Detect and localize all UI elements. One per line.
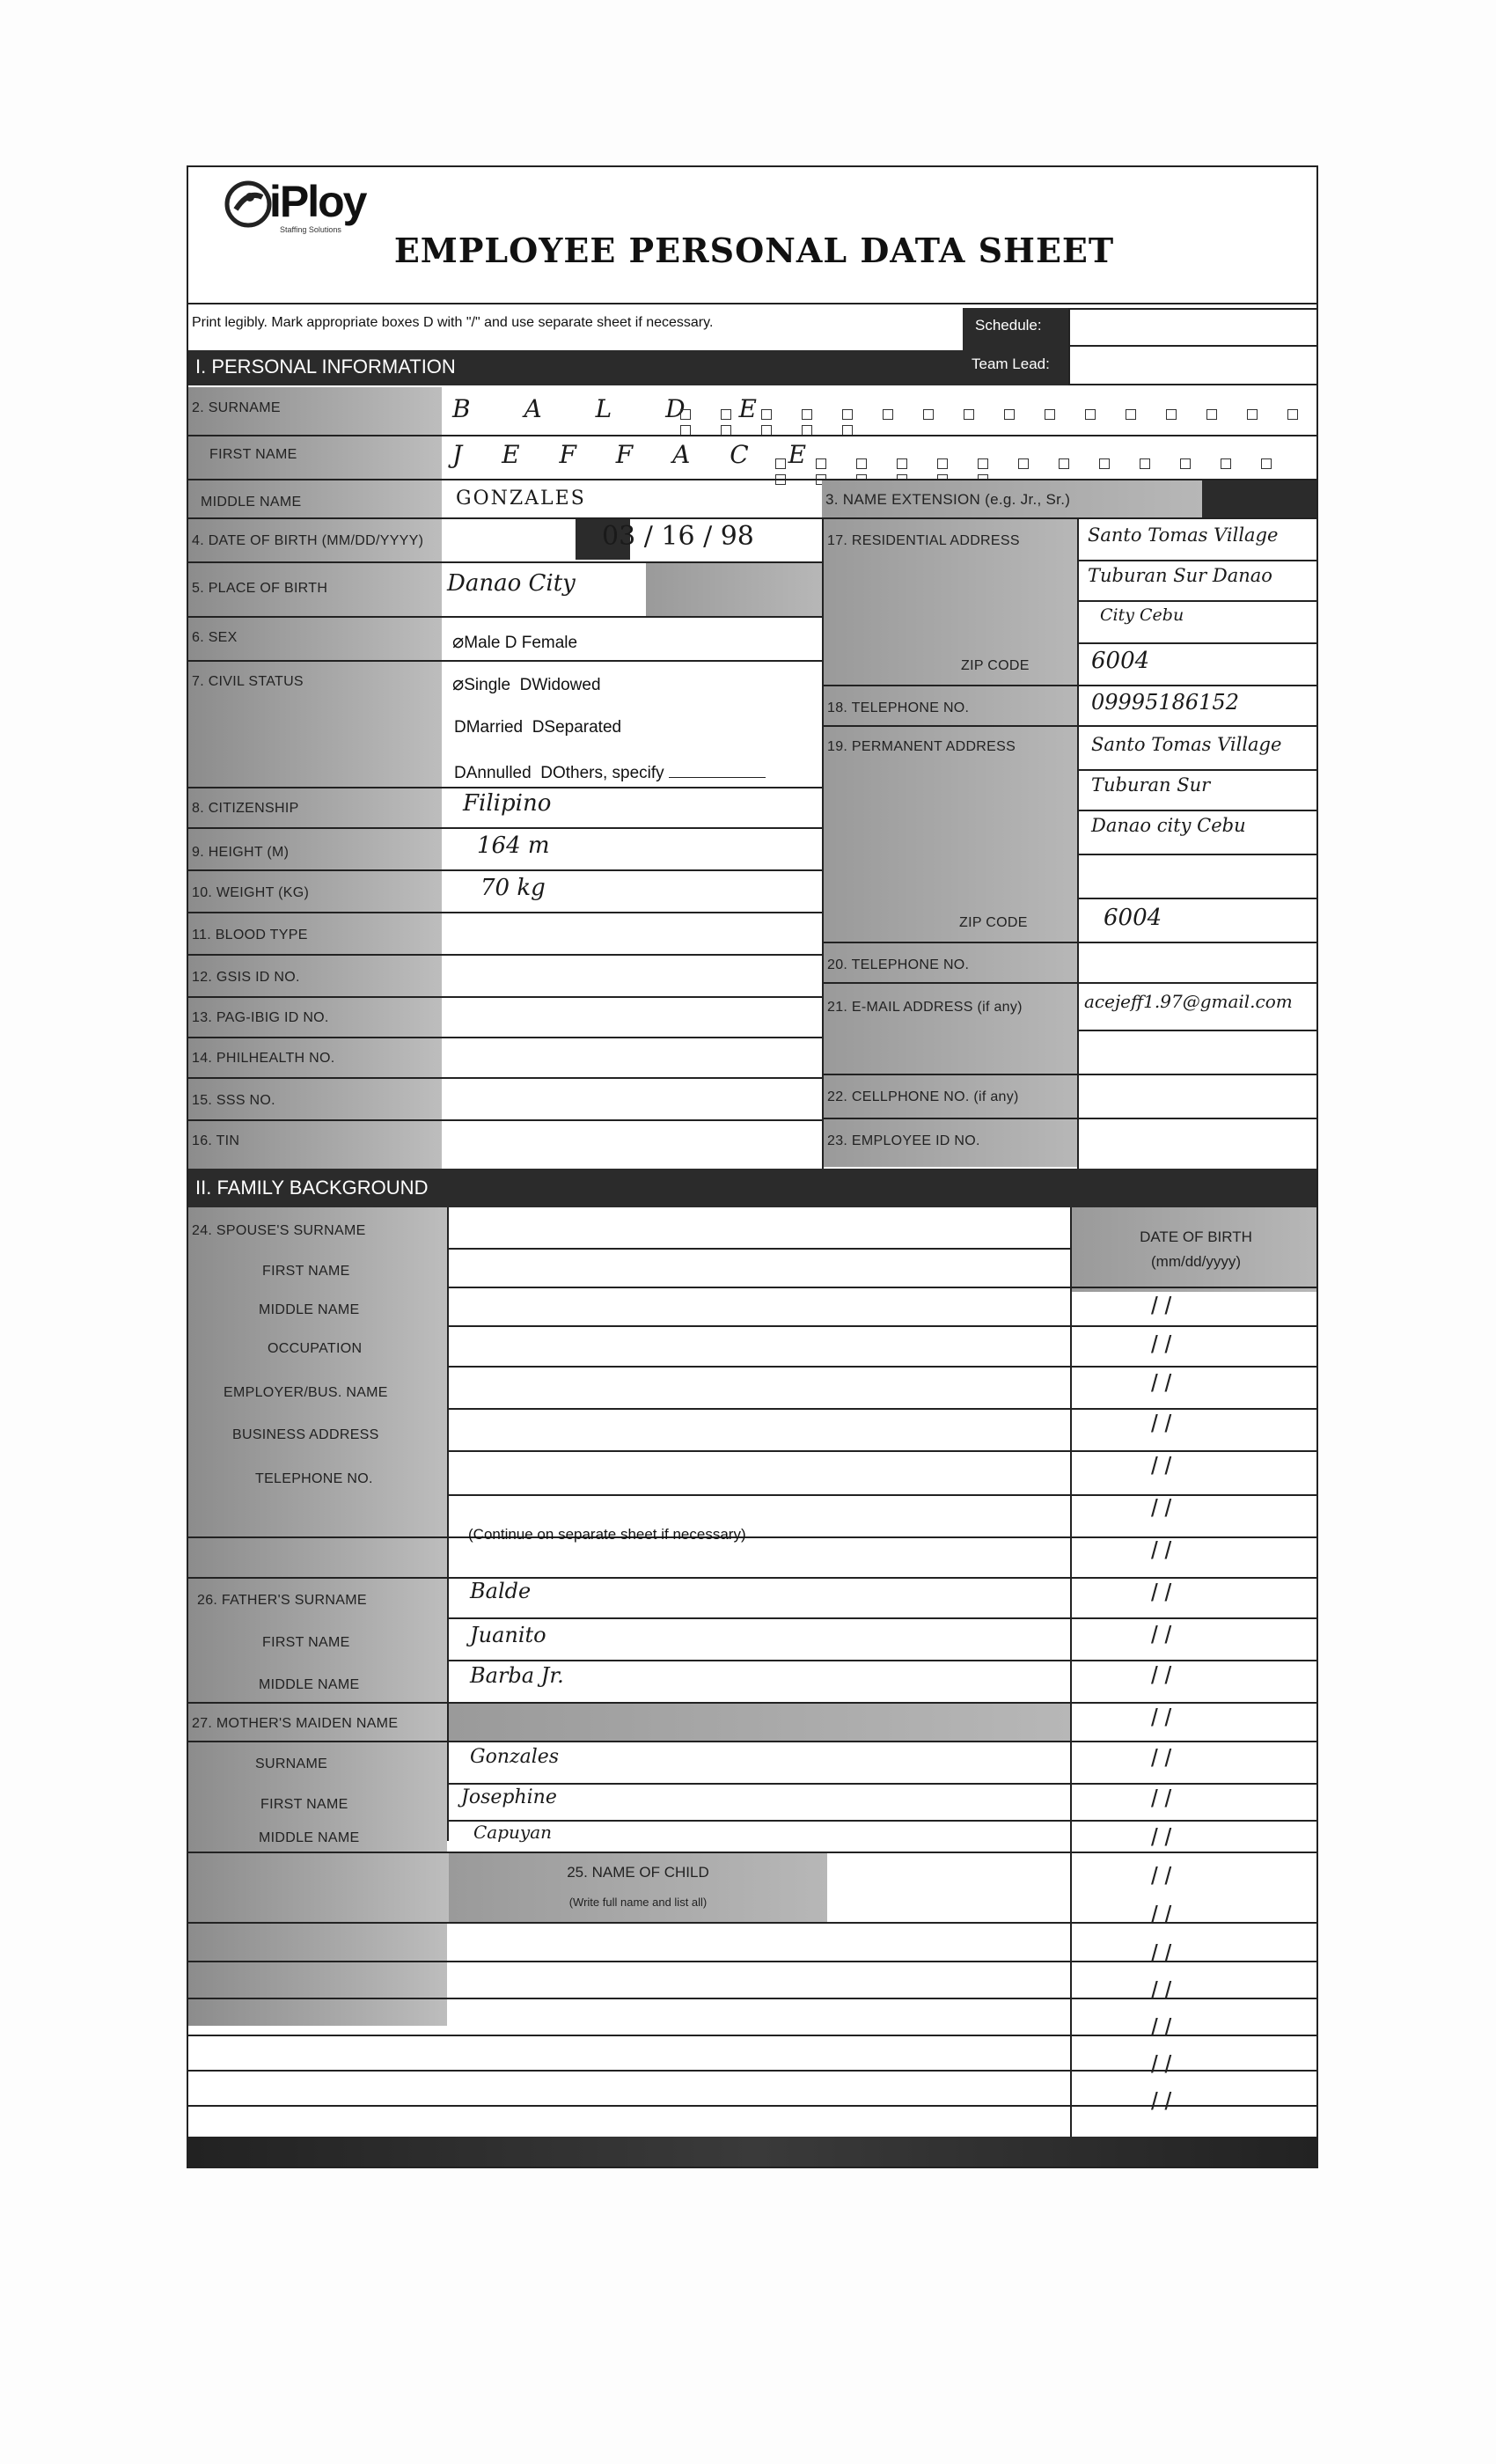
civil-status-label: 7. CIVIL STATUS: [192, 674, 304, 689]
permanent-zip-label: ZIP CODE: [959, 915, 1028, 930]
dob-slash[interactable]: / /: [1151, 1862, 1172, 1889]
dob-slash[interactable]: / /: [1151, 1823, 1172, 1851]
civil-married-option[interactable]: DMarried: [454, 718, 524, 737]
permanent-address-label: 19. PERMANENT ADDRESS: [827, 739, 1016, 754]
dob-header-format: (mm/dd/yyyy): [1151, 1253, 1241, 1270]
dob-value: 03 / 16 / 98: [602, 521, 754, 552]
residential-address-line-1: Santo Tomas Village: [1088, 524, 1279, 546]
residential-address-line-3: City Cebu: [1100, 605, 1184, 625]
spouse-telephone-label: TELEPHONE NO.: [255, 1471, 373, 1486]
employer-label: EMPLOYER/BUS. NAME: [224, 1385, 388, 1400]
dob-slash[interactable]: / /: [1151, 2050, 1172, 2078]
dob-slash[interactable]: / /: [1151, 1785, 1172, 1812]
dob-column-header: [1072, 1207, 1318, 1292]
dob-slash[interactable]: / /: [1151, 1940, 1172, 1967]
height-value: 164 m: [477, 832, 550, 859]
dob-slash[interactable]: / /: [1151, 1536, 1172, 1564]
dob-slash[interactable]: / /: [1151, 1661, 1172, 1689]
name-extension-label-cell: [822, 480, 1202, 517]
mother-surname-value: Gonzales: [470, 1746, 560, 1768]
permanent-zip-value: 6004: [1104, 905, 1162, 931]
father-middle-name-value: Barba Jr.: [470, 1663, 564, 1688]
father-first-name-value: Juanito: [470, 1623, 546, 1647]
middle-name-value: GONZALES: [456, 488, 586, 510]
civil-others-option[interactable]: DOthers, specify: [540, 764, 664, 782]
continue-note: (Continue on separate sheet if necessary): [468, 1526, 746, 1543]
schedule-label-block: [963, 308, 1068, 385]
dob-slash[interactable]: / /: [1151, 1579, 1172, 1606]
philhealth-label: 14. PHILHEALTH NO.: [192, 1051, 335, 1066]
dob-slash[interactable]: / /: [1151, 1901, 1172, 1928]
dob-header-title: DATE OF BIRTH: [1140, 1228, 1252, 1245]
dob-slash[interactable]: / /: [1151, 1744, 1172, 1771]
mother-middle-name-value: Capuyan: [473, 1822, 553, 1843]
cellphone-label: 22. CELLPHONE NO. (if any): [827, 1089, 1019, 1104]
dob-slash[interactable]: / /: [1151, 1621, 1172, 1648]
tin-label: 16. TIN: [192, 1133, 240, 1148]
dob-slash-column: [1072, 1292, 1318, 2137]
email-value: acejeff1.97@gmail.com: [1084, 991, 1293, 1012]
right-label-column: [824, 519, 1077, 1167]
child-name-label: 25. NAME OF CHILD: [567, 1864, 709, 1881]
spouse-first-name-label: FIRST NAME: [262, 1264, 350, 1279]
spouse-surname-label: 24. SPOUSE'S SURNAME: [192, 1223, 366, 1238]
permanent-telephone-label: 20. TELEPHONE NO.: [827, 957, 970, 972]
civil-status-row-3[interactable]: [454, 764, 766, 783]
dob-label: 4. DATE OF BIRTH (MM/DD/YYYY): [192, 533, 424, 548]
civil-annulled-option[interactable]: DAnnulled: [454, 764, 532, 782]
mother-header-shade: [449, 1704, 1070, 1741]
father-first-name-label: FIRST NAME: [262, 1635, 350, 1650]
middle-name-label: MIDDLE NAME: [201, 495, 302, 510]
dob-slash[interactable]: / /: [1151, 1452, 1172, 1479]
bottom-bar: [188, 2137, 1318, 2168]
instructions-text: Print legibly. Mark appropriate boxes D with "/" and use separate sheet if necessary.: [192, 315, 714, 330]
section-title-family: II. FAMILY BACKGROUND: [195, 1177, 429, 1199]
pob-value: Danao City: [447, 570, 576, 597]
child-name-note: (Write full name and list all): [568, 1896, 708, 1909]
sex-female-option[interactable]: D Female: [504, 634, 578, 652]
height-label: 9. HEIGHT (M): [192, 845, 290, 860]
dob-slash[interactable]: / /: [1151, 1369, 1172, 1397]
civil-widowed-option[interactable]: DWidowed: [519, 676, 601, 694]
first-name-field[interactable]: [444, 436, 1318, 479]
schedule-label: Schedule:: [975, 317, 1042, 334]
pob-label: 5. PLACE OF BIRTH: [192, 581, 328, 596]
father-middle-name-label: MIDDLE NAME: [259, 1677, 360, 1692]
dob-slash[interactable]: / /: [1151, 2013, 1172, 2041]
dob-slash[interactable]: / /: [1151, 2087, 1172, 2115]
civil-status-row-2[interactable]: [454, 718, 621, 737]
first-name-label: FIRST NAME: [209, 447, 297, 462]
sex-label: 6. SEX: [192, 630, 238, 645]
dob-slash[interactable]: / /: [1151, 1410, 1172, 1437]
sex-options[interactable]: ⌀Male D Female: [452, 630, 578, 652]
logo-subtitle: Staffing Solutions: [280, 225, 341, 234]
surname-field[interactable]: [444, 389, 1318, 435]
occupation-label: OCCUPATION: [268, 1341, 363, 1356]
employee-id-label: 23. EMPLOYEE ID NO.: [827, 1133, 980, 1148]
section-title-personal: I. PERSONAL INFORMATION: [195, 356, 456, 378]
pagibig-label: 13. PAG-IBIG ID NO.: [192, 1010, 329, 1025]
data-sheet-form: [187, 165, 1318, 2168]
weight-label: 10. WEIGHT (KG): [192, 885, 310, 900]
dob-slash[interactable]: / /: [1151, 1704, 1172, 1731]
father-surname-value: Balde: [470, 1579, 532, 1603]
permanent-address-line-1: Santo Tomas Village: [1091, 734, 1282, 755]
gsis-label: 12. GSIS ID NO.: [192, 970, 300, 985]
mother-middle-name-label: MIDDLE NAME: [259, 1830, 360, 1845]
spouse-middle-name-label: MIDDLE NAME: [259, 1302, 360, 1317]
father-surname-label: 26. FATHER'S SURNAME: [197, 1593, 367, 1608]
civil-single-option[interactable]: Single: [464, 676, 511, 694]
weight-value: 70 kg: [480, 875, 546, 901]
mother-surname-label: SURNAME: [255, 1756, 328, 1771]
permanent-address-line-2: Tuburan Sur: [1091, 774, 1211, 796]
dob-slash[interactable]: / /: [1151, 1976, 1172, 2004]
mother-first-name-value: Josephine: [461, 1786, 557, 1808]
citizenship-label: 8. CITIZENSHIP: [192, 801, 299, 816]
dob-slash[interactable]: / /: [1151, 1292, 1172, 1319]
child-header-cell: [449, 1853, 827, 1922]
email-label: 21. E-MAIL ADDRESS (if any): [827, 1000, 1023, 1015]
mother-maiden-name-label: 27. MOTHER'S MAIDEN NAME: [192, 1716, 399, 1731]
zip-code-label: ZIP CODE: [961, 658, 1030, 673]
civil-status-row-1[interactable]: ⌀Single DWidowed: [452, 672, 601, 694]
surname-label: 2. SURNAME: [192, 400, 281, 415]
residential-address-label: 17. RESIDENTIAL ADDRESS: [827, 533, 1020, 548]
civil-separated-option[interactable]: DSeparated: [532, 718, 622, 737]
schedule-field[interactable]: [1068, 308, 1318, 347]
section-header-personal: [188, 350, 1068, 385]
telephone-value: 09995186152: [1091, 690, 1239, 715]
citizenship-value: Filipino: [463, 790, 552, 817]
team-lead-field[interactable]: [1068, 347, 1318, 385]
telephone-label: 18. TELEPHONE NO.: [827, 700, 970, 715]
sss-label: 15. SSS NO.: [192, 1093, 275, 1108]
residential-address-line-2: Tuburan Sur Danao: [1088, 565, 1272, 586]
sex-male-option[interactable]: Male: [464, 634, 501, 652]
pob-gray-area: [646, 563, 822, 616]
page-title: EMPLOYEE PERSONAL DATA SHEET: [393, 231, 1115, 270]
child-left-shade: [188, 1853, 449, 1922]
logo-text: iPloy: [269, 177, 366, 226]
surname-letter-boxes: [665, 407, 1318, 438]
team-lead-label: Team Lead:: [972, 356, 1050, 372]
dob-slash[interactable]: / /: [1151, 1331, 1172, 1358]
section-header-family: [188, 1169, 1318, 1207]
mother-first-name-label: FIRST NAME: [260, 1797, 348, 1812]
business-address-label: BUSINESS ADDRESS: [232, 1427, 379, 1442]
permanent-address-line-3: Danao city Cebu: [1091, 815, 1246, 836]
first-name-value: J E F F A C E: [452, 440, 823, 469]
blood-type-label: 11. BLOOD TYPE: [192, 928, 308, 942]
name-extension-label: 3. NAME EXTENSION (e.g. Jr., Sr.): [825, 491, 1071, 508]
dob-slash[interactable]: / /: [1151, 1494, 1172, 1522]
zip-code-value: 6004: [1091, 648, 1150, 674]
surname-value: B A L D E: [452, 394, 780, 423]
name-extension-field[interactable]: [1202, 480, 1318, 517]
